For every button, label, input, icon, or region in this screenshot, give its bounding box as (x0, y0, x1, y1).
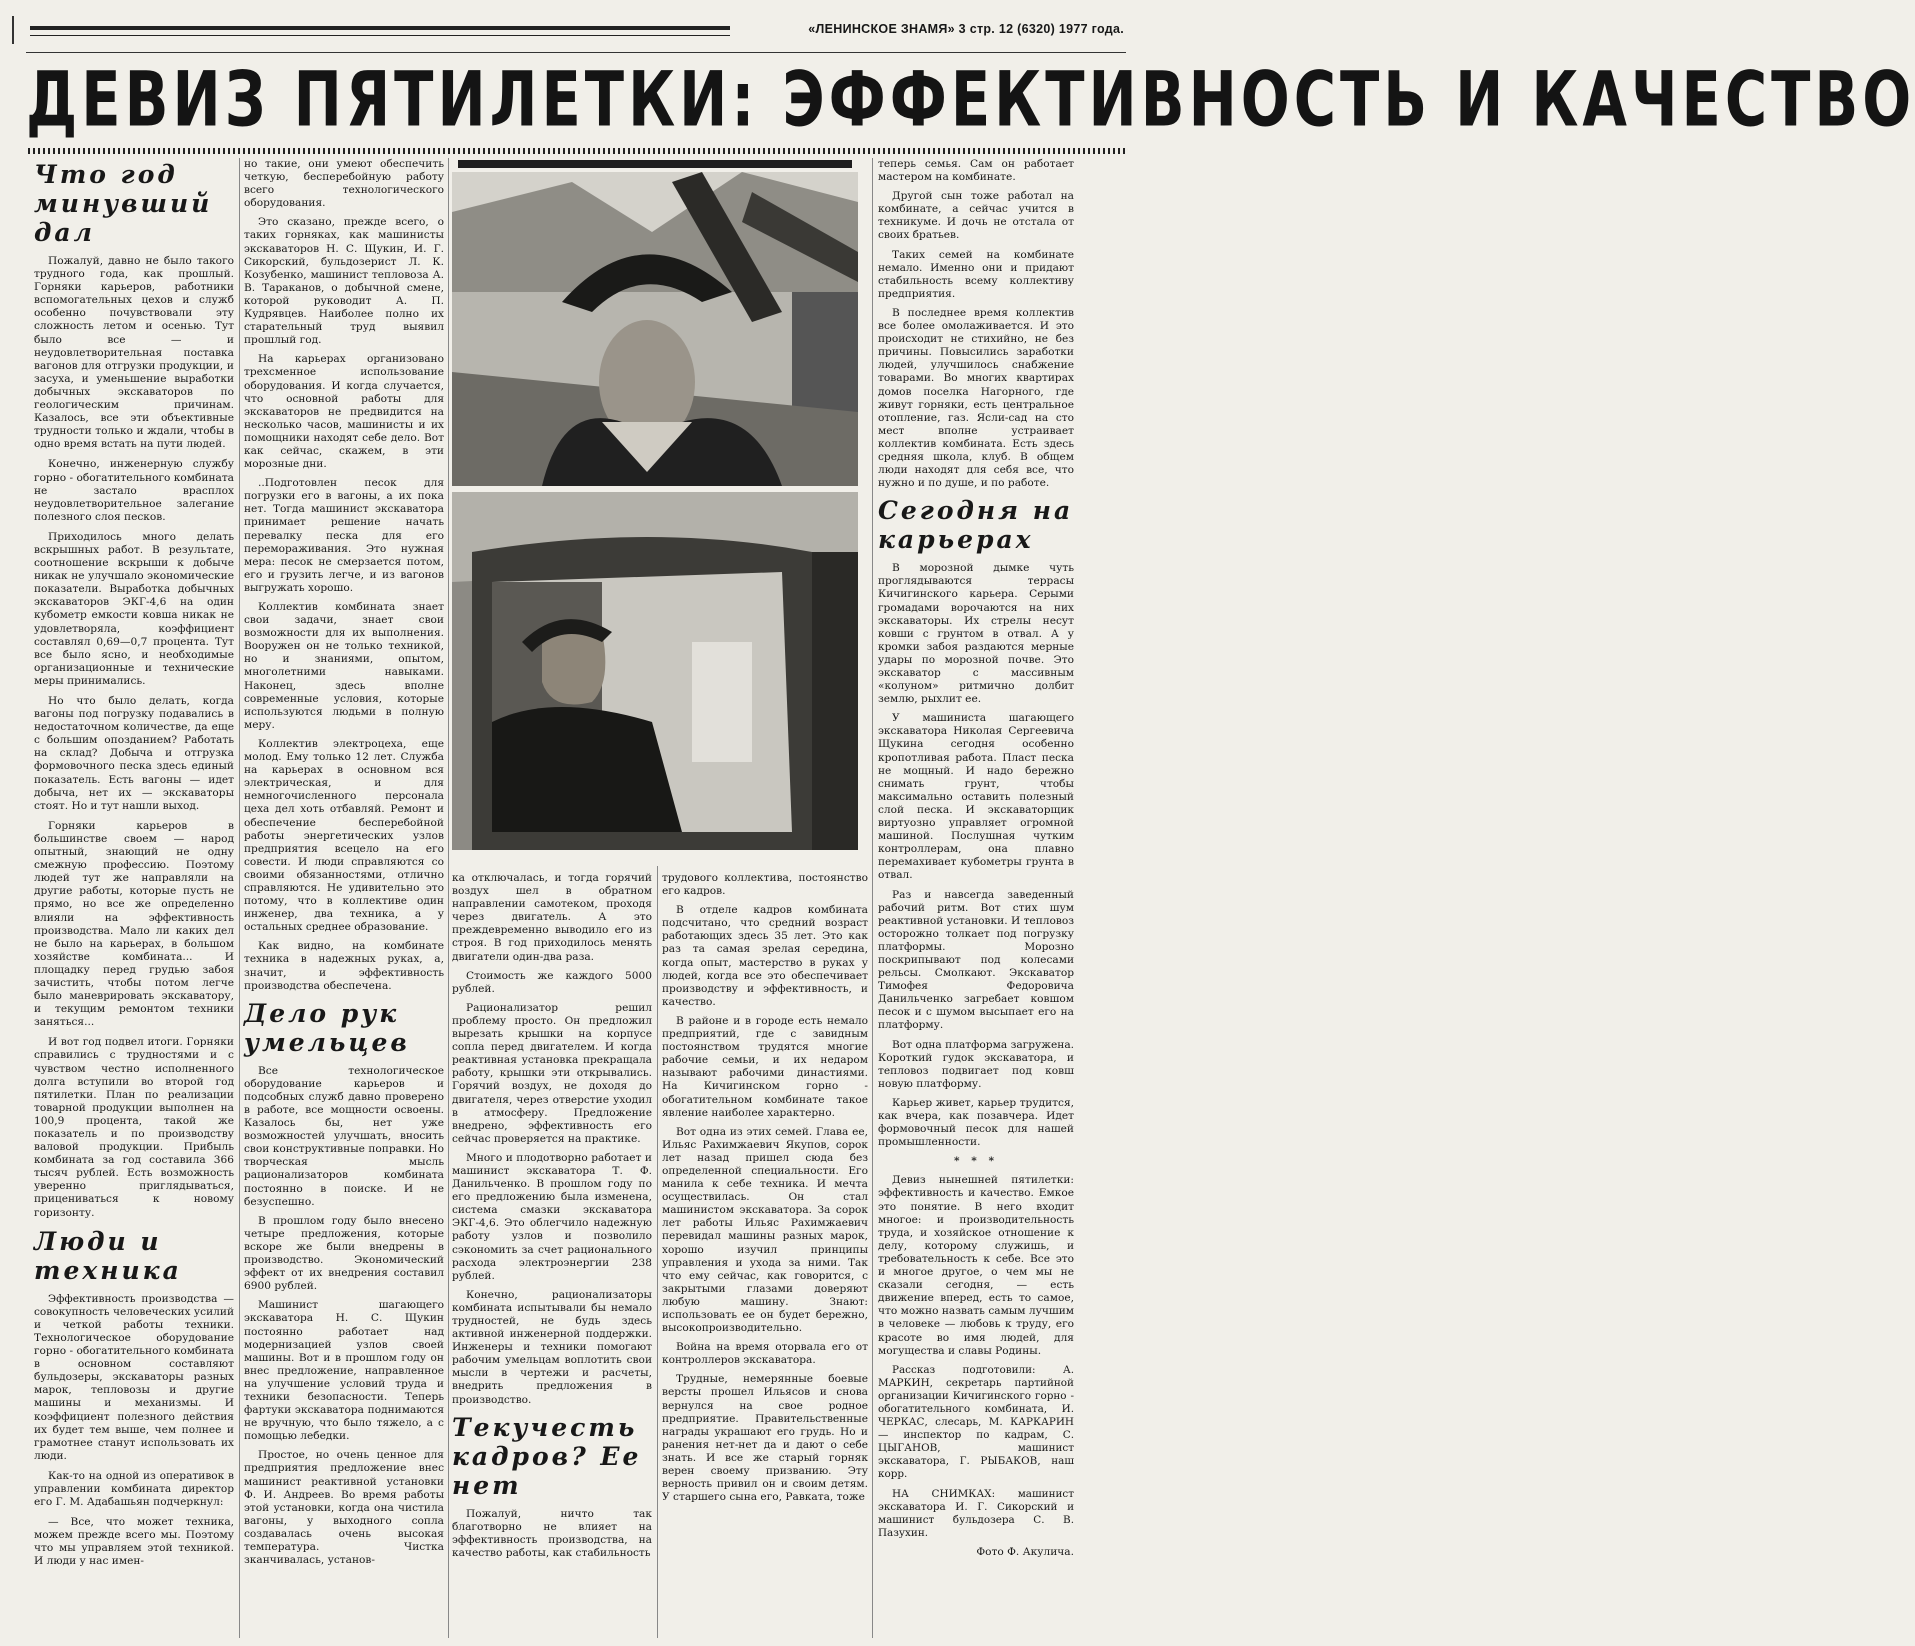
masthead-rule (30, 26, 730, 30)
paragraph: Простое, но очень ценное для предприятия предложение внес машинист реактивной установки Ф. И. Андреев. Во время работы этой установки, когда она чистила вагоны, у выходного сопла создавалась очень высокая температура. Чистка зканчивалась, установ- (244, 1449, 444, 1567)
section-divider-stars: * * * (954, 1155, 998, 1168)
paragraph: теперь семья. Сам он работает мастером на комбинате. (878, 158, 1074, 184)
paragraph: Но что было делать, когда вагоны под погрузку подавались в недостаточном количестве, да еще с большим опозданием? Работать на склад? Добыча и отгрузка формовочного песка здесь единый показатель. Есть вагоны — идет добыча, нет их — экскаваторы стоят. Но и тут нашли выход. (34, 695, 234, 812)
paragraph: У машиниста шагающего экскаватора Николая Сергеевича Щукина сегодня особенно кропотливая работа. Пласт песка не мощный. И надо бережно снимать грунт, чтобы максимально оставить полезный слой песка. И экскаваторщик виртуозно управляет огромной машиной. Послушная чутким контроллерам, она плавно перемахивает кубометры грунта в отвал. (878, 712, 1074, 882)
section-heading: Что год минувший дал (34, 160, 213, 247)
column-1 (34, 158, 234, 1576)
paragraph: Конечно, инженерную службу горно - обогатительного комбината не застало врасплох неудовлетворительное залегание полезного слоя песков. (34, 458, 234, 523)
paragraph: Много и плодотворно работает и машинист экскаватора Т. Ф. Данильченко. В прошлом году по его предложению была изменена, система смазки экскаватора ЭКГ-4,6. Это облегчило надежную работу узлов и позволило сэкономить за счет рационального расхода электроэнергии 238 рублей. (452, 1151, 652, 1282)
paragraph: Девиз нынешней пятилетки: эффективность и качество. Емкое это понятие. В него входит многое: и производительность труда, и хозяйское отношение к делу, которому служишь, и требовательность к себе. Все это и многое другое, о чем мы не сказали сегодня, — есть движение вперед, есть то самое, что можно назвать самым лучшим в человеке — любовь к труду, его красоте во имя людей, для могущества и славы Родины. (878, 1174, 1074, 1357)
paragraph: Трудные, немерянные боевые версты прошел Ильясов и снова вернулся на свое родное предприятие. Правительственные награды украшают его грудь. Но и ранения нет-нет да и дают о себе знать. И все же старый горняк верен своему призванию. Эту верность привил он и своим детям. У старшего сына его, Равката, тоже (662, 1373, 868, 1504)
paragraph: В морозной дымке чуть проглядываются террасы Кичигинского карьера. Серыми громадами ворочаются на них экскаваторы. Их стрелы несут ковши с грунтом в отвал. А у кромки забоя раздаются мерные удары по морозной почве. Это экскаватор с массивным «колуном» ритмично долбит землю, рыхлит ее. (878, 562, 1074, 706)
paragraph: но такие, они умеют обеспечить четкую, бесперебойную работу всего технологического оборудования. (244, 158, 444, 210)
section-heading: Дело рук умельцев (244, 998, 410, 1057)
paragraph: На карьерах организовано трехсменное использование оборудования. И когда случается, что основной работы для экскаваторов не предвидится на несколько часов, машинисты и их помощники находят себе дело. Вот как сейчас, скажем, в эти морозные дни. (244, 353, 444, 471)
column-4 (878, 158, 1074, 1565)
paragraph: Раз и навсегда заведенный рабочий ритм. Вот стих шум реактивной установки. И тепловоз осторожно толкает под погрузку платформы. Морозно поскрипывают под колесами рельсы. Смолкают. Экскаватор Тимофея Федоровича Данильченко загребает ковшом песок и с шумом высыпает его на платформу. (878, 888, 1074, 1032)
column-rule (872, 158, 873, 1638)
paragraph: Коллектив электроцеха, еще молод. Ему только 12 лет. Служба на карьерах в основном вся электрическая, и для немногочисленного персонала цеха дел хоть отбавляй. Ремонт и обеспечение бесперебойной работы энергетических узлов предприятия всецело на его совести. И люди справляются со своими обязанностями, отлично справляются. Не удивительно это потому, что в коллективе один инженер, два техника, а у остальных среднее образование. (244, 737, 444, 934)
headline-box (26, 52, 1915, 145)
paragraph: Другой сын тоже работал на комбинате, а сейчас учится в техникуме. И дочь не отстала от своих братьев. (878, 190, 1074, 242)
paragraph: Машинист шагающего экскаватора Н. С. Щукин постоянно работает над модернизацией узлов своей машины. Вот и в прошлом году он внес предложение, направленное на улучшение условий труда и техники безопасности. Теперь фартуки экскаватора поднимаются не вручную, что было тяжело, а с помощью лебедки. (244, 1299, 444, 1443)
paragraph: В последнее время коллектив все более омолаживается. И это происходит не стихийно, не без причины. Повысились заработки людей, улучшилось снабжение товарами. Во многих квартирах домов поселка Нагорного, где живут горняки, есть центральное отопление, газ. Ясли-сад на сто мест вполне устраивает коллектив комбината. Есть здесь средняя школа, клуб. В общем люди находят для себя все, что нужно и по душе, и по работе. (878, 306, 1074, 490)
paragraph: — Все, что может техника, можем прежде всего мы. Поэтому что мы управляем этой техникой. И люди у нас имен- (34, 1516, 234, 1568)
paragraph: Это сказано, прежде всего, о таких горняках, как машинисты экскаваторов Н. С. Щукин, И. Г. Сикорский, бульдозерист Л. К. Козубенко, машинист тепловоза А. В. Тараканов, о добычной смене, которой руководит А. П. Кудрявцев. Наиболее полно их старательный труд выявил прошлый год. (244, 216, 444, 347)
section-heading: Сегодня на карьерах (878, 496, 1074, 555)
paragraph: Карьер живет, карьер трудится, как вчера, как позавчера. Идет формовочный песок для нашей промышленности. (878, 1096, 1074, 1149)
paragraph: Конечно, рационализаторы комбината испытывали бы немало трудностей, не будь здесь активной инженерной поддержки. Инженеры и техники помогают рабочим умельцам воплотить свои мысли в чертежи и расчеты, внедрить предложения в производство. (452, 1288, 652, 1406)
paragraph: Стоимость же каждого 5000 рублей. (452, 969, 652, 995)
section-heading: Текучесть кадров? Ее нет (452, 1412, 642, 1500)
page-edge-mark (12, 16, 22, 44)
author-credits: Рассказ подготовили: А. МАРКИН, секретарь партийной организации Кичигинского горно - обогатительного комбината, И. ЧЕРКАС, слесарь, М. КАРКАРИН — инспектор по кадрам, С. ЦЫГАНОВ, машинист экскаватора, Г. РЫБАКОВ, наш корр. (878, 1363, 1074, 1481)
paragraph: Горняки карьеров в большинстве своем — народ опытный, знающий не одну смежную профессию. Поэтому людей тут же направляли на другие работы, которые пусть не прямо, но все же определенно влияли на эффективность производства. Мало ли каких дел не было на карьерах, в большом хозяйстве комбината... И площадку перед грудью забоя зачистить, чтобы потом легче было маневрировать экскаватору, и текущим ремонтом техники заняться... (34, 819, 234, 1029)
photo-caption: НА СНИМКАХ: машинист экскаватора И. Г. Сикорский и машинист бульдозера С. В. Пазухин. (878, 1487, 1074, 1539)
paragraph: Таких семей на комбинате немало. Именно они и придают стабильность всему коллективу предприятия. (878, 248, 1074, 300)
paragraph: Как видно, на комбинате техника в надежных руках, а, значит, и эффективность производства обеспечена. (244, 940, 444, 992)
paragraph: Рационализатор решил проблему просто. Он предложил вырезать крышки на корпусе сопла перед двигателем. И когда реактивная установка прекращала работу, крышки эти открывались. Горячий воздух, не доходя до двигателя, через отверстие уходил в атмосферу. Предложение внедрено, эффективность его сейчас проверяется на практике. (452, 1001, 652, 1145)
paragraph: Все технологическое оборудование карьеров и подсобных служб давно проверено в работе, все мощности освоены. Казалось бы, нет уже возможностей улучшать, вносить свои конструктивные поправки. Но творческая мысль рационализаторов комбината постоянно в поиске. И не безуспешно. (244, 1064, 444, 1208)
paragraph: Эффективность производства — совокупность человеческих усилий и четкой работы техники. Технологическое оборудование горно - обогатительного комбината в основном составляют бульдозеры, экскаваторы разных марок, тепловозы и другие машины и механизмы. И коэффициент полезного действия их будет тем выше, чем полнее и грамотнее станут использовать их люди. (34, 1292, 234, 1462)
column-3-right (662, 872, 868, 1510)
paragraph: Коллектив комбината знает свои задачи, знает свои возможности для их выполнения. Вооружен он не только техникой, но и знаниями, опытом, многолетними навыками. Наконец, здесь вполне современные условия, которые используются людьми в полную меру. (244, 601, 444, 731)
paragraph: В прошлом году было внесено четыре предложения, которые вскоре же были внедрены в производство. Экономический эффект от их внедрения составил 6900 рублей. (244, 1214, 444, 1293)
photo-image (452, 172, 858, 486)
photo-image (452, 492, 858, 850)
section-heading: Люди и техника (34, 1226, 182, 1285)
column-rule (239, 158, 240, 1638)
column-2 (244, 158, 444, 1573)
paragraph: ка отключалась, и тогда горячий воздух шел в обратном направлении самотеком, проходя через двигатель. А это преждевременно выводило его из строя. В год приходилось менять двигатели один-два раза. (452, 872, 652, 963)
masthead-rule-thin (30, 35, 730, 36)
paragraph: В отделе кадров комбината подсчитано, что средний возраст работающих здесь 35 лет. Это как раз та самая зрелая середина, когда опыт, мастерство в руках у людей, когда все это обеспечивает производству и эффективность, и качество. (662, 904, 868, 1008)
paragraph: И вот год подвел итоги. Горняки справились с трудностями и с чувством честно исполненного долга вступили во второй год пятилетки. План по реализации товарной продукции выполнен на 100,9 процента, такой же показатель и по производству валовой продукции. Прибыль комбината за год составила 366 тысяч рублей. Есть возможность уверенно приглядываться, прицениваться к новому горизонту. (34, 1036, 234, 1219)
photo-bulldozer-driver (452, 492, 858, 850)
paragraph: В районе и в городе есть немало предприятий, где с завидным постоянством трудятся многие рабочие семьи, и их недаром называют рабочими династиями. На Кичигинском горно - обогатительном комбинате такое явление наиболее характерно. (662, 1014, 868, 1119)
masthead-text: «ЛЕНИНСКОЕ ЗНАМЯ» 3 стр. 12 (6320) 1977 года. (808, 22, 1124, 36)
paragraph: ..Подготовлен песок для погрузки его в вагоны, а их пока нет. Тогда машинист экскаватора принимает решение начать перевалку песка для его перемораживания. Это нужная мера: песок не смерзается потом, его и грузить легче, и из вагонов выгружать хорошо. (244, 477, 444, 594)
column-rule (657, 866, 658, 1638)
photo-credit: Фото Ф. Акулича. (976, 1545, 1074, 1558)
paragraph: Вот одна из этих семей. Глава ее, Ильяс Рахимжаевич Якупов, сорок лет назад пришел сюда без определенной специальности. Его манила к себе техника. И мечта осуществилась. Он стал машинистом экскаватора. За сорок лет работы Ильяс Рахимжаевич перевидал машины разных марок, хорошо изучил принципы управления и ухода за ними. Так что ему сейчас, как говорится, с закрытыми глазами доверяют любую машину. Знают: использовать ее он будет бережно, высокопроизводительно. (662, 1125, 868, 1335)
paragraph: Вот одна платформа загружена. Короткий гудок экскаватора, и тепловоз подвигает под ковш новую платформу. (878, 1038, 1074, 1090)
photo-top-bar (458, 160, 852, 168)
masthead (8, 10, 1138, 50)
column-3-left (452, 872, 652, 1566)
paragraph: Приходилось много делать вскрышных работ. В результате, соотношение вскрыши к добыче никак не улучшало экономические показатели. Выработка добычных экскаваторов ЭКГ-4,6 на один кубометр емкости ковша никак не удовлетворяла, коэффициент составлял 0,69—0,7 процента. Тут все было ясно, и необходимые организационные и технические меры принимались. (34, 530, 234, 687)
headline-dotted-rule (28, 148, 1126, 154)
paragraph: Пожалуй, давно не было такого трудного года, как прошлый. Горняки карьеров, работники вспомогательных цехов и служб особенно почувствовали эту сложность летом и осенью. Тут было все — и неудовлетворительная поставка вагонов для отгрузки продукции, и засуха, и уменьшение выработки добычных экскаваторов по геологическим причинам. Казалось, все эти объективные трудности только и ждали, чтобы в одно время встать на пути людей. (34, 255, 234, 451)
photo-excavator-operator (452, 172, 858, 486)
paragraph: Война на время оторвала его от контроллеров экскаватора. (662, 1341, 868, 1367)
page-headline: ДЕВИЗ ПЯТИЛЕТКИ: ЭФФЕКТИВНОСТЬ И КАЧЕСТВО (26, 57, 1915, 145)
paragraph: трудового коллектива, постоянство его кадров. (662, 872, 868, 898)
paragraph: Как-то на одной из оперативок в управлении комбината директор его Г. М. Адабашьян подчеркнул: (34, 1469, 234, 1509)
column-rule (448, 158, 449, 1638)
paragraph: Пожалуй, ничто так благотворно не влияет на эффективность производства, на качество работы, как стабильность (452, 1507, 652, 1559)
